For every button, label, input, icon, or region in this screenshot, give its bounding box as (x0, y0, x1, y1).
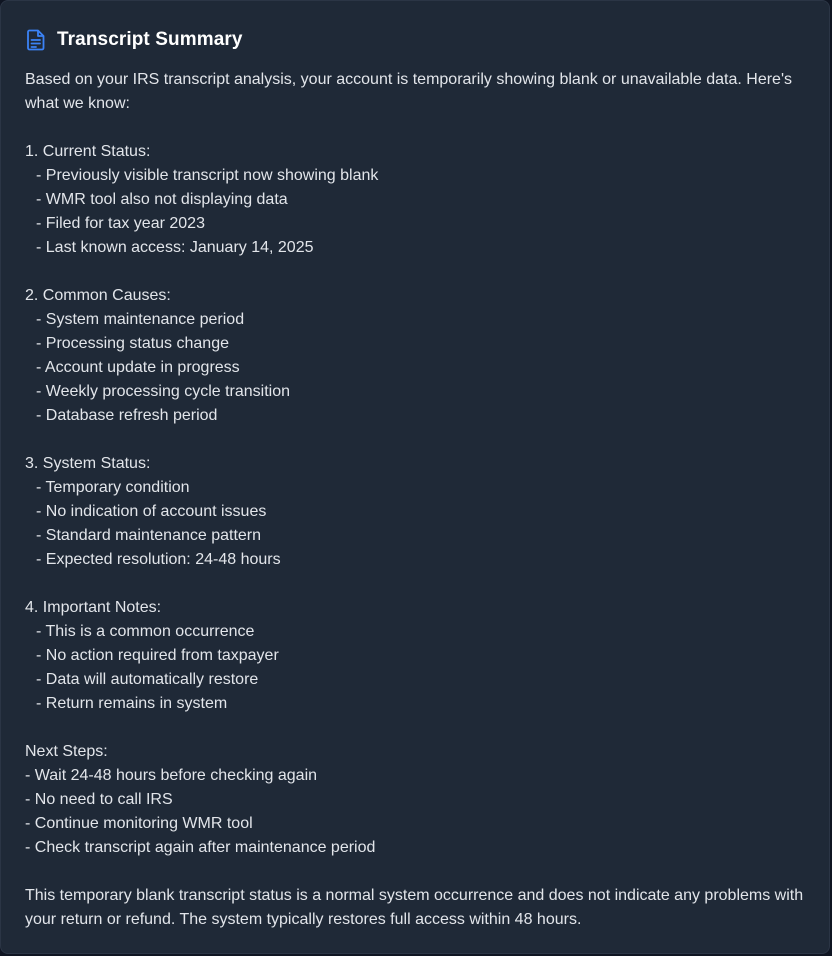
section-heading: 2. Common Causes: (25, 287, 171, 304)
section-heading: 1. Current Status: (25, 143, 151, 160)
list-item: - WMR tool also not displaying data (36, 191, 288, 208)
section-important-notes (25, 596, 815, 716)
list-item: - Filed for tax year 2023 (36, 215, 205, 232)
list-item: - Expected resolution: 24-48 hours (36, 551, 281, 568)
list-item: - No need to call IRS (25, 791, 173, 808)
section-heading: 3. System Status: (25, 455, 151, 472)
summary-body (25, 68, 815, 932)
card-title: Transcript Summary (57, 29, 243, 50)
section-current-status (25, 140, 815, 260)
list-item: - Wait 24-48 hours before checking again (25, 767, 318, 784)
list-item: - Standard maintenance pattern (36, 527, 262, 544)
intro-paragraph: Based on your IRS transcript analysis, your account is temporarily showing blank or unavailable data. Here's what we know: (25, 71, 792, 112)
list-item: - No indication of account issues (36, 503, 267, 520)
list-item: - Last known access: January 14, 2025 (36, 239, 314, 256)
section-next-steps (25, 740, 815, 860)
list-item: - Return remains in system (36, 695, 228, 712)
list-item: - This is a common occurrence (36, 623, 255, 640)
list-item: - Weekly processing cycle transition (36, 383, 291, 400)
list-item: - Database refresh period (36, 407, 218, 424)
list-item: - Account update in progress (36, 359, 240, 376)
card-header (25, 27, 243, 53)
list-item: - Temporary condition (36, 479, 190, 496)
list-item: - Previously visible transcript now showing blank (36, 167, 379, 184)
section-heading: 4. Important Notes: (25, 599, 162, 616)
list-item: - No action required from taxpayer (36, 647, 279, 664)
document-icon (25, 28, 47, 52)
list-item: - Data will automatically restore (36, 671, 259, 688)
list-item: - Continue monitoring WMR tool (25, 815, 253, 832)
section-system-status (25, 452, 815, 572)
section-common-causes (25, 284, 815, 428)
list-item: - Check transcript again after maintenance period (25, 839, 376, 856)
list-item: - System maintenance period (36, 311, 245, 328)
section-heading: Next Steps: (25, 743, 108, 760)
conclusion-paragraph: This temporary blank transcript status is a normal system occurrence and does not indicate any problems with your return or refund. The system typically restores full access within 48 hours. (25, 887, 804, 928)
list-item: - Processing status change (36, 335, 229, 352)
